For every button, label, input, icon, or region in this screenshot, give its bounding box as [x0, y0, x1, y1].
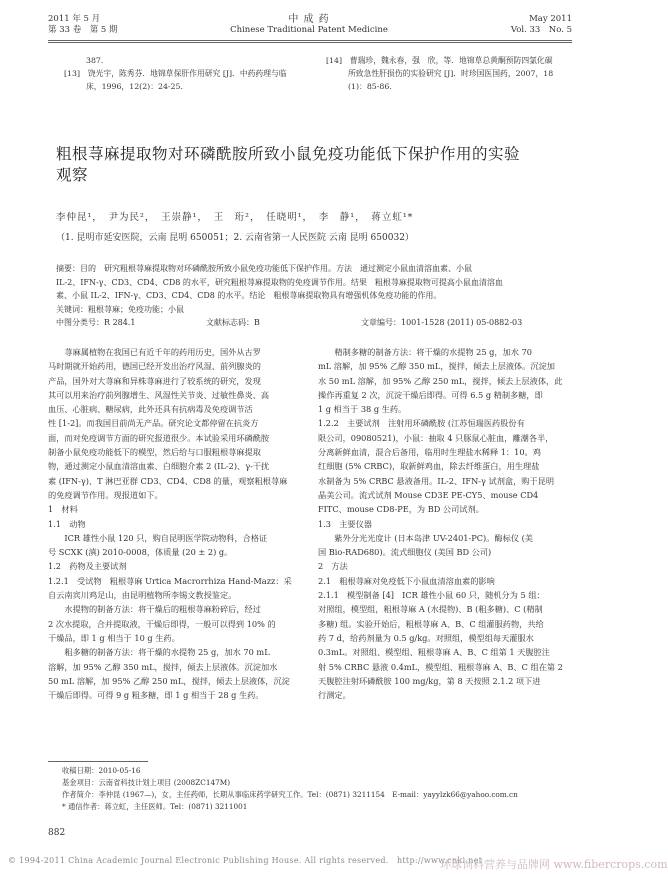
abstract: [56, 262, 576, 330]
body-line: 面，而对免疫调节方面的研究报道很少。本试验采用环磷酰胺: [48, 432, 270, 443]
abstract-line3: 素、小鼠 IL-2、IFN-γ、CD3、CD4、CD8 的水平。结论 粗根荨麻提取物具有增强机体免疫功能的作用。: [56, 291, 442, 300]
footnote-rule: [48, 761, 148, 762]
body-line: 对照组，模型组，粗根荨麻 A (水提物)、B (粗多糖)、C (精制: [318, 604, 543, 615]
body-line: 2.1 粗根荨麻对免疫低下小鼠血清溶血素的影响: [318, 575, 495, 586]
fund-project: 基金项目：云南省科技计划上项目 (2008ZC147M): [62, 778, 231, 787]
body-line: 操作再重复 2 次，沉淀干燥后即得。可得 6.5 g 精制多糖，即: [318, 389, 543, 400]
abstract-line2: IL-2、IFN-γ、CD3、CD4、CD8 的水平，研究粗根荨麻提取物的免疫调节作用。结果 粗根荨麻提取物可提高小鼠血清溶血: [56, 277, 503, 287]
body-line: 干燥品，即 1 g 相当于 10 g 生药。: [48, 632, 180, 643]
corresponding-author: * 通信作者：蒋立虹，主任医师。Tel：(0871) 3211001: [62, 802, 248, 811]
body-line: 性 [1-2]。而我国目前尚无产品。研究论文都停留在抗炎方: [48, 418, 259, 429]
body-line: 1.2.1 受试物 粗根荨麻 Urtica Macrorrhiza Hand-Mazz：采: [48, 575, 292, 586]
header-rule-2: [48, 42, 572, 43]
body-line: 50 mL 溶解，加 95% 乙醇 250 mL，搅拌，倾去上层液体，沉淀: [48, 675, 290, 686]
author-list: 李仲昆¹， 尹为民²， 王崇静¹， 王 珩²， 任晓明¹， 李 静¹， 蒋立虹¹*: [56, 212, 414, 223]
body-line: 的免疫调节作用。现报道如下。: [48, 489, 163, 500]
references-left: [64, 54, 314, 93]
article-title-line1: 粗根荨麻提取物对环磷酰胺所致小鼠免疫功能低下保护作用的实验: [56, 145, 521, 163]
body-line: 粗多糖的制备方法：将干燥的水提物 25 g，加水 70 mL: [48, 647, 270, 658]
keywords: 关键词：粗根荨麻；免疫功能；小鼠: [56, 304, 184, 314]
author-bio: 作者简介：李仲昆 (1967—)，女，主任药师，长期从事临床药学研究工作。Tel：(0871) 3211154 E-mail：yayylzk66@yahoo.com.cn: [62, 790, 518, 799]
body-line: 物，通过测定小鼠血清溶血素、白细胞介素 2 (IL-2)、γ-干扰: [48, 461, 270, 472]
received-date: 收稿日期：2010-05-16: [62, 766, 141, 775]
references-right: [326, 54, 576, 93]
body-line: 自云南宾川鸡足山，由昆明植物所李锡文教授鉴定。: [48, 590, 237, 601]
body-line: 1.2.2 主要试剂 注射用环磷酰胺 (江苏恒瑞医药股份有: [318, 418, 525, 429]
body-line: 行测定。: [318, 690, 351, 701]
clc-number: 中图分类号：R 284.1: [56, 318, 136, 327]
body-line: 荨麻属植物在我国已有近千年的药用历史，国外从古罗: [48, 347, 261, 357]
body-line: 2 方法: [318, 561, 348, 572]
body-line: FITC、mouse CD8-PE，为 BD 公司试剂。: [318, 504, 484, 515]
body-line: 号 SCXK (滇) 2010-0008，体质量 (20 ± 2) g。: [48, 547, 233, 558]
body-line: 药 7 d，给药剂量为 0.5 g/kg。对照组，模型组每天灌服水: [318, 632, 534, 643]
body-line: 紫外分光光度计 (日本岛津 UV-2401-PC)。酶标仪 (美: [318, 532, 533, 543]
body-line: 晶美公司。流式试剂 Mouse CD3E PE-CY5、mouse CD4: [318, 489, 539, 500]
article-id: 文章编号：1001-1528 (2011) 05-0882-03: [361, 318, 523, 327]
reference-14-cont: 所致急性肝损伤的实验研究 [J]．时珍国医国药，2007，18: [348, 69, 554, 78]
body-line: 干燥后即得。可得 9 g 粗多糖，即 1 g 相当于 28 g 生药。: [48, 690, 264, 701]
journal-name-cn: 中 成 药: [288, 14, 330, 25]
article-title-line2: 观察: [56, 166, 89, 184]
body-line: ICR 雄性小鼠 120 只，购自昆明医学院动物科，合格证: [48, 532, 268, 543]
reference-13-cont: 床，1996，12(2)：24-25.: [86, 82, 183, 91]
header-date-en: May 2011: [529, 14, 572, 24]
body-line: 素 (IFN-γ)、T 淋巴亚群 CD3、CD4、CD8 的量，观察粗根荨麻: [48, 475, 288, 486]
body-line: 1 材料: [48, 504, 78, 515]
body-line: 1.1 动物: [48, 518, 86, 529]
body-line: mL 溶解，加 95% 乙醇 350 mL，搅拌，倾去上层液体。沉淀加: [318, 361, 555, 372]
body-line: 水 50 mL 溶解，加 95% 乙醇 250 mL，搅拌，倾去上层液体，此: [318, 375, 563, 386]
body-left-column: [48, 345, 302, 702]
body-line: 制备小鼠免疫功能低下的模型，然后给与口服粗根荨麻提取: [48, 447, 261, 458]
body-line: 1.2 药物及主要试剂: [48, 561, 127, 572]
body-line: 天腹腔注射环磷酰胺 100 mg/kg，第 8 天按照 2.1.2 项下进: [318, 675, 541, 686]
body-line: 0.3mL。对照组、模型组、粗根荨麻 A、B、C 组第 1 天腹腔注: [318, 647, 550, 658]
document-code: 文献标志码：B: [206, 318, 260, 327]
body-line: 溶解，加 95% 乙醇 350 mL，搅拌，倾去上层液体。沉淀加水: [48, 661, 278, 672]
abstract-line1: 摘要：目的 研究粗根荨麻提取物对环磷酰胺所致小鼠免疫功能低下保护作用。方法 通过测定小鼠血清溶血素、小鼠: [56, 264, 472, 273]
body-line: 多糖) 组。实验开始后，粗根荨麻 A、B、C 组灌服药物，共给: [318, 618, 544, 629]
body-line: 2 次水提取，合并提取液，干燥后即得，一般可以得到 10% 的: [48, 618, 276, 629]
body-line: 红细胞 (5% CRBC)，取新鲜鸡血，除去纤维蛋白，用生理盐: [318, 461, 540, 472]
header-volume-en: Vol. 33 No. 5: [510, 25, 572, 35]
body-line: 水制备为 5% CRBC 悬液备用。IL-2、IFN-γ 试剂盒，购于昆明: [318, 475, 555, 486]
classification-line: [56, 316, 576, 330]
header-rule: [48, 40, 572, 41]
copyright-notice: © 1994-2011 China Academic Journal Electronic Publishing House. All rights reserved. http://www.cnki.net: [8, 856, 483, 865]
reference-13: [13] 饶光宇，陈秀芬．地锦草保肝作用研究 [J]．中药药理与临: [64, 69, 287, 78]
header-date: 2011 年 5 月: [48, 14, 101, 24]
page-number: 882: [48, 828, 66, 838]
reference-14: [14] 曹瑞珍，魏永春，强 欣，等．地锦草总黄酮预防四氯化碳: [326, 56, 553, 65]
body-line: 2.1.1 模型制备 [4] ICR 雄性小鼠 60 只，随机分为 5 组：: [318, 590, 545, 601]
body-line: 1 g 相当于 38 g 生药。: [318, 404, 407, 415]
reference-12-tail: 387.: [86, 56, 104, 65]
body-line: 精制多糖的制备方法：将干燥的水提物 25 g，加水 70: [318, 347, 533, 357]
body-line: 限公司，09080521)，小鼠：抽取 4 只豚鼠心脏血，離潮各半，: [318, 432, 554, 443]
journal-name-en: Chinese Traditional Patent Medicine: [230, 25, 388, 35]
body-line: 分离新鲜血清，混合后备用，临用时生理盐水稀释 1：10。鸡: [318, 447, 541, 458]
body-line: 射 5% CRBC 悬液 0.4mL，模型组、粗根荨麻 A、B、C 组在第 2: [318, 661, 563, 672]
body-line: 1.3 主要仪器: [318, 518, 372, 529]
header-volume: 第 33 卷 第 5 期: [48, 25, 118, 35]
body-line: 水提物的制备方法：将干燥后的粗根荨麻粉碎后，经过: [48, 604, 261, 615]
reference-14-end: (1)：85-86.: [348, 82, 392, 91]
watermark: 环球饲料营养与品牌网 www.fibercrops.com: [440, 858, 668, 871]
body-line: 产品，国外对大荨麻和异株荨麻进行了较系统的研究，发现: [48, 375, 261, 386]
author-affiliation: （1. 昆明市延安医院，云南 昆明 650051；2. 云南省第一人民医院 云南 昆明 650032）: [56, 233, 414, 243]
body-line: 其可以用来治疗前列腺增生、风湿性关节炎、过敏性鼻炎、高: [48, 389, 270, 400]
article-title: [56, 144, 576, 186]
footnotes: [62, 765, 582, 813]
body-line: 国 Bio-RAD680)。流式细胞仪 (美国 BD 公司): [318, 547, 492, 558]
header-right: [511, 14, 572, 36]
body-line: 马时期就开始药用，德国已经开发出治疗风湿、前列腺炎的: [48, 361, 261, 372]
body-line: 血压、心脏病、糖尿病，此外还具有抗病毒及免疫调节活: [48, 404, 253, 415]
body-right-column: [318, 345, 574, 702]
